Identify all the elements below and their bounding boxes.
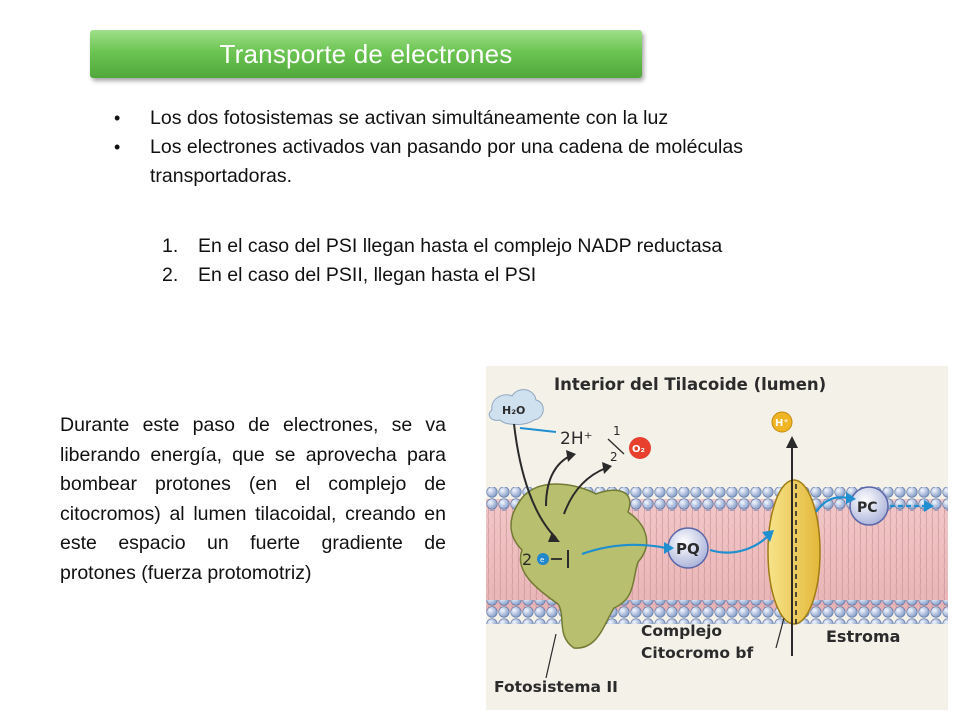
o2-label: O₂ [632, 444, 645, 455]
bullet-item [112, 133, 812, 191]
bullet-text: Los electrones activados van pasando por una cadena de moléculas transportadoras. [150, 136, 743, 187]
h-plus-label: H⁺ [775, 418, 789, 429]
electron-label: e [540, 556, 545, 564]
item-number: 2. [162, 264, 179, 286]
item-text: En el caso del PSI llegan hasta el complejo NADP reductasa [198, 235, 723, 257]
item-text: En el caso del PSII, llegan hasta el PSI [198, 264, 537, 286]
title-bar [90, 30, 642, 78]
bullet-text: Los dos fotosistemas se activan simultáneamente con la luz [150, 107, 669, 129]
half-numerator: 1 [613, 424, 621, 438]
item-number: 1. [162, 235, 179, 257]
two-h-label: 2H⁺ [560, 429, 593, 449]
description-paragraph: Durante este paso de electrones, se va liberando energía, que se aprovecha para bombear protones (en el complejo de citocromos) al lumen tilacoidal, creando en este espacio un fuerte gradiente de protones (fuerza protomotriz) [60, 414, 446, 584]
estroma-label: Estroma [826, 627, 901, 646]
fotosistema-label: Fotosistema II [494, 678, 618, 696]
half-denominator: 2 [610, 450, 618, 464]
bullet-dot-icon: • [114, 108, 121, 128]
lumen-header: Interior del Tilacoide (lumen) [554, 375, 827, 394]
pq-label: PQ [676, 540, 700, 558]
bullet-list [112, 104, 812, 191]
thylakoid-diagram [486, 366, 948, 710]
numbered-item [162, 232, 782, 261]
numbered-item [162, 261, 782, 290]
pc-label: PC [857, 500, 878, 516]
complejo-label-line2: Citocromo bf [641, 644, 754, 662]
numbered-list [162, 232, 782, 290]
two-label: 2 [522, 550, 533, 569]
bullet-dot-icon: • [114, 137, 121, 157]
complejo-label-line1: Complejo [641, 622, 723, 640]
h2o-label: H₂O [502, 404, 526, 417]
bullet-item [112, 104, 812, 133]
slide-title: Transporte de electrones [219, 38, 513, 69]
